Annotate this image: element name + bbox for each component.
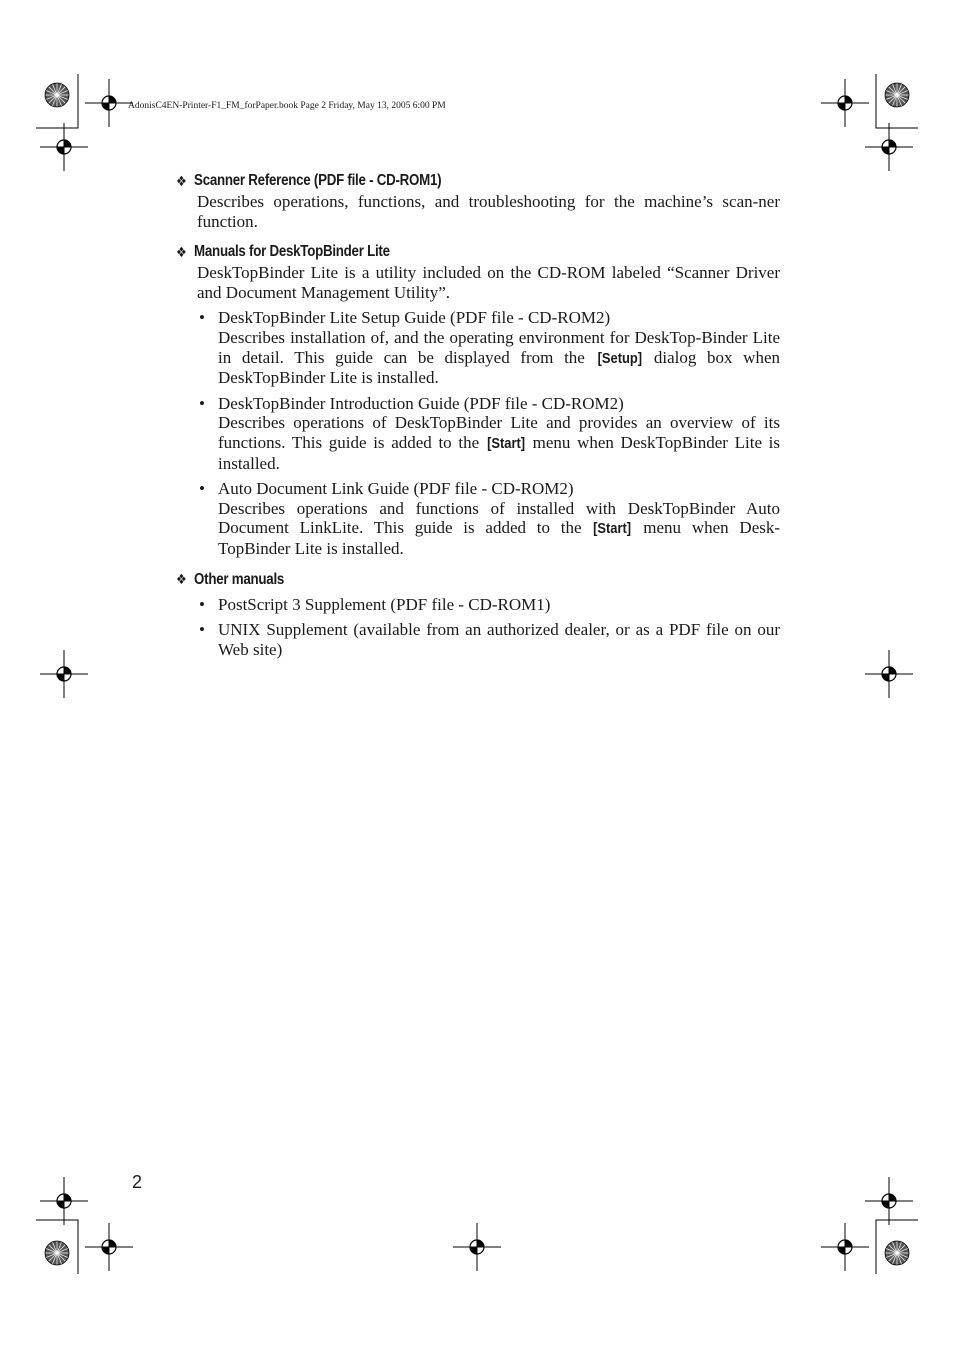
list-item xyxy=(197,394,780,473)
section-scanner-reference xyxy=(176,172,780,231)
section-marker-icon: ❖ xyxy=(176,172,187,189)
star-target-top-right xyxy=(885,83,909,107)
registration-mark xyxy=(40,1177,88,1225)
bullet-icon: • xyxy=(199,479,205,499)
section-marker-icon: ❖ xyxy=(176,571,187,587)
item-description: Describes operations and functions of installed with DeskTopBinder Auto Document LinkLite. This guide is added to the xyxy=(218,498,780,538)
item-text: PostScript 3 Supplement (PDF file - CD-ROM1) xyxy=(218,594,551,614)
keyword-setup: [Setup] xyxy=(597,349,642,367)
section-marker-icon: ❖ xyxy=(176,243,187,260)
section-paragraph: DeskTopBinder Lite is a utility included on the CD-ROM labeled “Scanner Driver and Document Management Utility”. xyxy=(197,263,780,302)
star-target-top-left xyxy=(45,83,69,107)
list-item xyxy=(197,479,780,558)
manual-list xyxy=(197,595,780,660)
manual-list xyxy=(197,308,780,558)
print-slug: AdonisC4EN-Printer-F1_FM_forPaper.book Page 2 Friday, May 13, 2005 6:00 PM xyxy=(128,101,446,111)
item-title: Auto Document Link Guide (PDF file - CD-ROM2) xyxy=(218,479,574,499)
list-item xyxy=(197,308,780,387)
registration-mark xyxy=(40,123,88,171)
item-title: DeskTopBinder Lite Setup Guide (PDF file - CD-ROM2) xyxy=(218,308,611,328)
registration-mark xyxy=(821,1223,869,1271)
page-number: 2 xyxy=(132,1172,143,1192)
bullet-icon: • xyxy=(199,594,205,614)
section-heading xyxy=(176,172,695,190)
item-description: dialog box when DeskTopBinder Lite is installed. xyxy=(218,347,781,388)
bullet-icon: • xyxy=(199,393,205,413)
keyword-start: [Start] xyxy=(593,520,632,538)
item-title: DeskTopBinder Introduction Guide (PDF file - CD-ROM2) xyxy=(218,393,624,413)
bullet-icon: • xyxy=(199,308,205,328)
registration-mark xyxy=(40,650,88,698)
registration-mark xyxy=(821,79,869,127)
item-description: menu when DeskTopBinder Lite is installed. xyxy=(218,432,781,473)
section-other-manuals xyxy=(176,571,780,660)
section-heading-text: Scanner Reference (PDF file - CD-ROM1) xyxy=(194,172,442,189)
registration-mark xyxy=(865,1177,913,1225)
page-content xyxy=(176,172,780,671)
keyword-start: [Start] xyxy=(486,434,525,452)
star-target-bottom-right xyxy=(885,1241,909,1265)
section-paragraph: Describes operations, functions, and troubleshooting for the machine’s scan-ner function. xyxy=(197,192,780,231)
item-text: UNIX Supplement (available from an authorized dealer, or as a PDF file on our Web site) xyxy=(218,620,780,659)
bullet-icon: • xyxy=(199,620,205,640)
section-heading xyxy=(176,243,695,261)
list-item xyxy=(197,620,780,659)
section-heading xyxy=(176,571,695,589)
star-target-bottom-left xyxy=(45,1241,69,1265)
registration-mark xyxy=(453,1223,501,1271)
item-description: Describes operations of DeskTopBinder Lite and provides an overview of its functions. This guide is added to the xyxy=(218,413,780,452)
registration-mark xyxy=(85,79,133,127)
item-description: menu when Desk-TopBinder Lite is installed. xyxy=(218,518,781,558)
item-description: Describes installation of, and the operating environment for DeskTop-Binder Lite in detail. This guide can be displayed from the xyxy=(218,327,780,367)
list-item xyxy=(197,595,780,615)
registration-mark xyxy=(85,1223,133,1271)
registration-mark xyxy=(865,650,913,698)
section-desktopbinder-manuals xyxy=(176,243,780,558)
section-heading-text: Manuals for DeskTopBinder Lite xyxy=(194,243,390,261)
registration-mark xyxy=(865,123,913,171)
section-heading-text: Other manuals xyxy=(194,570,285,588)
